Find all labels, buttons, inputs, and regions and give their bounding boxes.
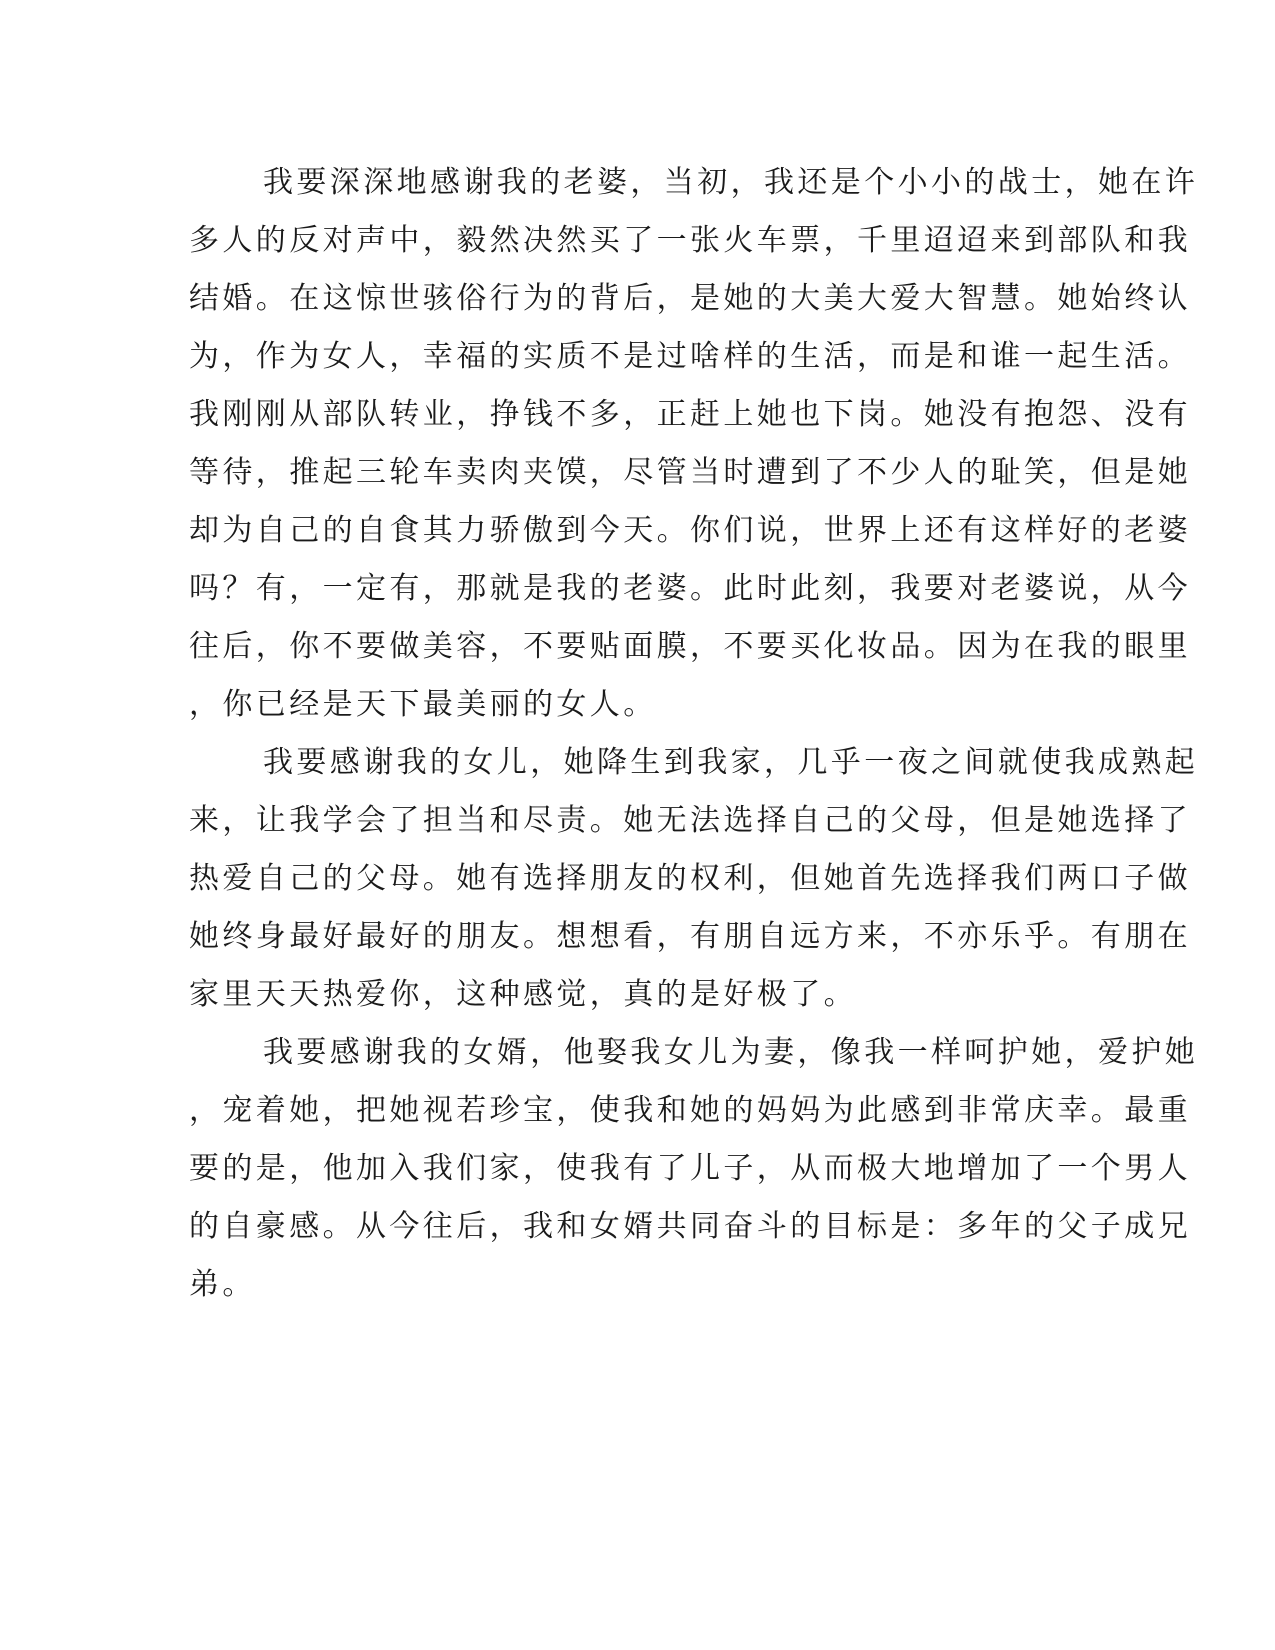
paragraph-2-line-5: 家里天天热爱你，这种感觉，真的是好极了。 (189, 977, 857, 1012)
paragraph-2-line-3: 热爱自己的父母。她有选择朋友的权利，但她首先选择我们两口子做 (189, 861, 1191, 896)
paragraph-1-line-5: 我刚刚从部队转业，挣钱不多，正赶上她也下岗。她没有抱怨、没有 (189, 397, 1191, 432)
paragraph-1-line-6: 等待，推起三轮车卖肉夹馍，尽管当时遭到了不少人的耻笑，但是她 (189, 455, 1191, 490)
paragraph-2-line-2: 来，让我学会了担当和尽责。她无法选择自己的父母，但是她选择了 (189, 803, 1191, 838)
paragraph-3-line-4: 的自豪感。从今往后，我和女婿共同奋斗的目标是：多年的父子成兄 (189, 1209, 1191, 1244)
paragraph-3-line-1: 我要感谢我的女婿，他娶我女儿为妻，像我一样呵护她，爱护她 (263, 1035, 1199, 1070)
paragraph-3-line-2: ，宠着她，把她视若珍宝，使我和她的妈妈为此感到非常庆幸。最重 (189, 1093, 1191, 1128)
paragraph-1-line-1: 我要深深地感谢我的老婆，当初，我还是个小小的战士，她在许 (263, 165, 1199, 200)
paragraph-1-line-3: 结婚。在这惊世骇俗行为的背后，是她的大美大爱大智慧。她始终认 (189, 281, 1191, 316)
paragraph-2-line-4: 她终身最好最好的朋友。想想看，有朋自远方来，不亦乐乎。有朋在 (189, 919, 1191, 954)
paragraph-1-line-8: 吗？有，一定有，那就是我的老婆。此时此刻，我要对老婆说，从今 (189, 571, 1191, 606)
paragraph-1-line-4: 为，作为女人，幸福的实质不是过啥样的生活，而是和谁一起生活。 (189, 339, 1191, 374)
paragraph-1-line-9: 往后，你不要做美容，不要贴面膜，不要买化妆品。因为在我的眼里 (189, 629, 1191, 664)
paragraph-1-line-10: ，你已经是天下最美丽的女人。 (189, 687, 657, 722)
paragraph-3-line-3: 要的是，他加入我们家，使我有了儿子，从而极大地增加了一个男人 (189, 1151, 1191, 1186)
paragraph-1-line-7: 却为自己的自食其力骄傲到今天。你们说，世界上还有这样好的老婆 (189, 513, 1191, 548)
paragraph-3-line-5: 弟。 (189, 1267, 256, 1302)
paragraph-2-line-1: 我要感谢我的女儿，她降生到我家，几乎一夜之间就使我成熟起 (263, 745, 1199, 780)
paragraph-1-line-2: 多人的反对声中，毅然决然买了一张火车票，千里迢迢来到部队和我 (189, 223, 1191, 258)
